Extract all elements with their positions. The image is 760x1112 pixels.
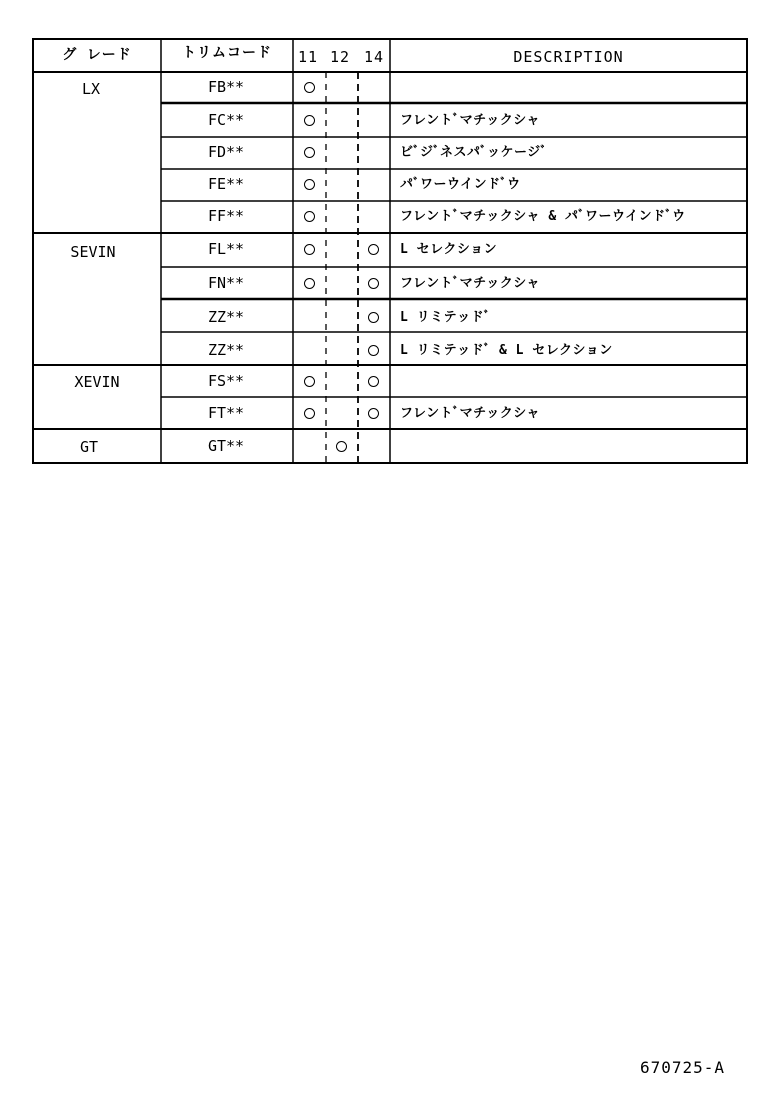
availability-circle-icon bbox=[304, 82, 315, 93]
trim-code: FF** bbox=[207, 207, 245, 225]
availability-circle-icon bbox=[336, 441, 347, 452]
trim-code: ZZ** bbox=[207, 341, 245, 359]
header-description: DESCRIPTION bbox=[513, 48, 624, 66]
availability-circle-icon bbox=[368, 312, 379, 323]
document-number: 670725-A bbox=[640, 1058, 726, 1077]
grade-gt: GT bbox=[79, 438, 99, 456]
availability-circle-icon bbox=[368, 376, 379, 387]
trim-code: FS** bbox=[207, 372, 245, 390]
description: L リミテッドﾞ & L セレクション bbox=[400, 343, 613, 358]
availability-circle-icon bbox=[304, 376, 315, 387]
availability-circle-icon bbox=[368, 345, 379, 356]
header-col-12: 12 bbox=[330, 48, 351, 66]
availability-circle-icon bbox=[304, 244, 315, 255]
header-trim-code: トリムコード bbox=[182, 45, 272, 61]
grade-sevin: SEVIN bbox=[70, 243, 116, 261]
description: フレントﾞマチックシャ bbox=[400, 406, 541, 421]
description: フレントﾞマチックシャ bbox=[400, 276, 541, 291]
trim-code: FD** bbox=[207, 143, 245, 161]
header-grade: グ レード bbox=[62, 47, 132, 63]
availability-circle-icon bbox=[304, 278, 315, 289]
trim-code: FL** bbox=[207, 240, 245, 258]
availability-circle-icon bbox=[304, 147, 315, 158]
trim-code: FN** bbox=[207, 274, 245, 292]
description: L セレクション bbox=[400, 242, 498, 257]
availability-circle-icon bbox=[368, 278, 379, 289]
availability-circle-icon bbox=[304, 115, 315, 126]
availability-circle-icon bbox=[368, 408, 379, 419]
description: フレントﾞマチックシャ bbox=[400, 113, 541, 128]
description: フレントﾞマチックシャ & パﾞワーウインドﾞウ bbox=[400, 209, 686, 224]
description: L リミテッドﾞ bbox=[400, 310, 491, 325]
availability-circle-icon bbox=[304, 179, 315, 190]
header-col-11: 11 bbox=[298, 48, 319, 66]
availability-circle-icon bbox=[368, 244, 379, 255]
trim-code: FC** bbox=[207, 111, 245, 129]
trim-code: GT** bbox=[207, 437, 245, 455]
trim-code: ZZ** bbox=[207, 308, 245, 326]
availability-circle-icon bbox=[304, 211, 315, 222]
grade-xevin: XEVIN bbox=[74, 373, 120, 391]
trim-code: FE** bbox=[207, 175, 245, 193]
availability-circle-icon bbox=[304, 408, 315, 419]
description: ビﾞジﾞネスパﾞッケージﾞ bbox=[400, 145, 548, 160]
header-col-14: 14 bbox=[364, 48, 385, 66]
trim-code: FT** bbox=[207, 404, 245, 422]
trim-code: FB** bbox=[207, 78, 245, 96]
grade-lx: LX bbox=[81, 80, 101, 98]
description: パﾞワーウインドﾞウ bbox=[400, 177, 521, 192]
